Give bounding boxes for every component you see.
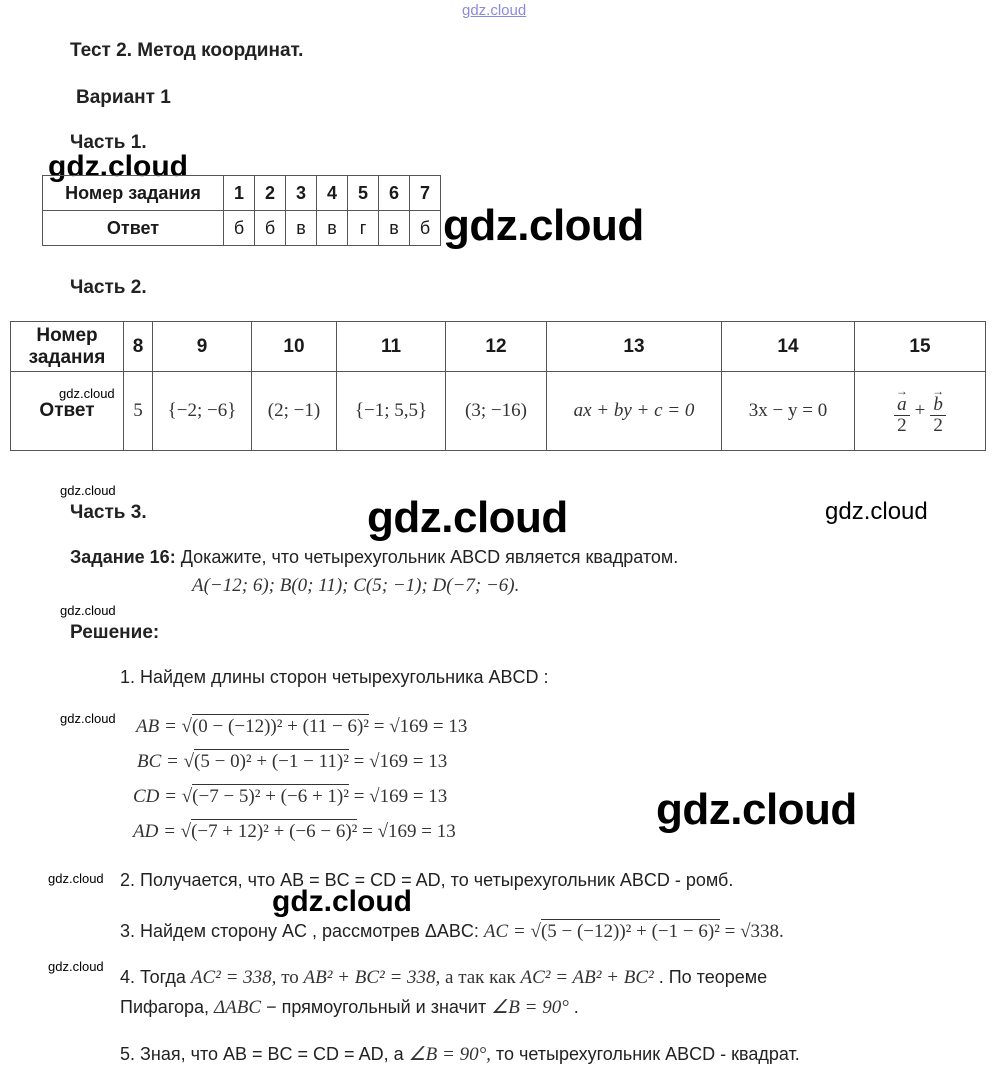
vector-b-letter: b [933, 393, 943, 415]
part1-number: 4 [317, 176, 348, 211]
part2-answer: (2; −1) [252, 372, 337, 451]
part2-answer: 3x − y = 0 [722, 372, 855, 451]
step-4-line-1 [120, 967, 767, 989]
watermark-part3-big: gdz.cloud [367, 493, 568, 542]
math: ∠B = 90°, [408, 1044, 491, 1065]
math: то [276, 967, 304, 988]
part2-number: 15 [855, 322, 986, 372]
part1-answer: в [379, 211, 410, 246]
task16-label: Задание 16: [70, 547, 176, 567]
vector-a-letter: a [897, 393, 907, 415]
task16-points: A(−12; 6); B(0; 11); C(5; −1); D(−7; −6). [192, 575, 520, 596]
text: . [568, 997, 579, 1017]
formula-rhs: = √169 = 13 [348, 786, 448, 807]
fraction-denominator: 2 [897, 414, 907, 436]
watermark-answer-cell: gdz.cloud [59, 386, 115, 401]
part2-header-label-line1: Номер [36, 324, 98, 346]
variant-label: Вариант 1 [76, 87, 171, 108]
part1-header-label: Номер задания [43, 176, 224, 211]
watermark-table1: gdz.cloud [48, 150, 188, 183]
step-3-text: 3. Найдем сторону AC , рассмотрев ΔABC: [120, 921, 479, 941]
text: Пифагора, [120, 997, 215, 1017]
watermark-formulas-small: gdz.cloud [60, 711, 116, 726]
task16-text: Докажите, что четырехугольник ABCD является квадратом. [180, 547, 679, 567]
part1-answer: б [255, 211, 286, 246]
part1-number: 3 [286, 176, 317, 211]
formula-rhs: = √169 = 13 [357, 821, 456, 842]
part1-number: 5 [348, 176, 379, 211]
part1-answer: в [317, 211, 348, 246]
math: AC² = AB² + BC² [520, 967, 654, 988]
part2-number: 10 [252, 322, 337, 372]
step-3 [120, 921, 784, 943]
part2-number: 11 [337, 322, 446, 372]
formula-lhs: AC = [483, 921, 531, 942]
step-4-line-2 [120, 996, 579, 1019]
part2-answer: {−1; 5,5} [337, 372, 446, 451]
task16 [70, 547, 678, 568]
part2-number: 14 [722, 322, 855, 372]
vector-arrow-icon: → [895, 383, 908, 398]
part1-table [42, 175, 441, 246]
text: . По теореме [653, 967, 768, 987]
part1-header-row [43, 176, 441, 211]
formula-cd: CD = √(−7 − 5)² + (−6 + 1)² = √169 = 13 [133, 786, 448, 807]
watermark-step3-mid: gdz.cloud [272, 885, 412, 918]
text: то четырехугольник ABCD - квадрат. [490, 1044, 800, 1064]
watermark-step4-small: gdz.cloud [48, 959, 104, 974]
text: 5. Зная, что AB = BC = CD = AD, а [120, 1044, 409, 1064]
text: 4. Тогда [120, 967, 191, 987]
formula-lhs: AB = [136, 716, 182, 737]
part2-answer: 5 [124, 372, 153, 451]
part2-answer-label-cell [11, 372, 124, 451]
formula-ad: AD = √(−7 + 12)² + (−6 − 6)² = √169 = 13 [133, 821, 456, 842]
formula-lhs: BC = [137, 751, 184, 772]
formula-rhs: = √169 = 13 [369, 716, 468, 737]
formula-rhs: = √338. [719, 921, 784, 942]
step-1: 1. Найдем длины сторон четырехугольника ABCD : [120, 667, 549, 687]
step-2: 2. Получается, что AB = BC = CD = AD, то четырехугольник ABCD - ромб. [120, 870, 734, 890]
part2-label: Часть 2. [70, 277, 147, 298]
part2-header-row [11, 322, 986, 372]
solution-label: Решение: [70, 622, 160, 643]
part2-header-label [11, 322, 124, 372]
math: ΔABC [214, 997, 262, 1018]
part1-answer: в [286, 211, 317, 246]
fraction-a-half [894, 383, 910, 436]
formula-lhs: AD = [133, 821, 181, 842]
watermark-formulas-big: gdz.cloud [656, 785, 857, 834]
part1-number: 2 [255, 176, 286, 211]
math: AC² = 338, [190, 967, 277, 988]
part2-answer: {−2; −6} [153, 372, 252, 451]
part2-number: 9 [153, 322, 252, 372]
watermark-part3-small: gdz.cloud [60, 483, 116, 498]
part1-answer: б [410, 211, 441, 246]
formula-radicand: (−7 + 12)² + (−6 − 6)² [191, 821, 358, 842]
watermark-right-table1: gdz.cloud [443, 201, 644, 250]
fraction-denominator: 2 [933, 414, 943, 436]
vector-arrow-icon: → [932, 383, 945, 398]
step-5 [120, 1043, 800, 1066]
part2-number: 12 [446, 322, 547, 372]
part2-answer-row [11, 372, 986, 451]
part1-number: 7 [410, 176, 441, 211]
formula-ab: AB = √(0 − (−12))² + (11 − 6)² = √169 = 13 [136, 716, 468, 737]
part2-header-label-line2: задания [28, 346, 106, 368]
watermark-solution-small: gdz.cloud [60, 603, 116, 618]
text: − прямоугольный и значит [261, 997, 492, 1017]
part2-answer: (3; −16) [446, 372, 547, 451]
math: AB² + BC² = 338, [303, 967, 441, 988]
part2-number: 8 [124, 322, 153, 372]
watermark-part3-right: gdz.cloud [825, 498, 928, 525]
part1-answer: б [224, 211, 255, 246]
formula-bc: BC = √(5 − 0)² + (−1 − 11)² = √169 = 13 [137, 751, 448, 772]
formula-rhs: = √169 = 13 [348, 751, 448, 772]
formula-radicand: (0 − (−12))² + (11 − 6)² [191, 716, 369, 737]
part1-answer: г [348, 211, 379, 246]
part2-table [10, 321, 986, 451]
watermark-top: gdz.cloud [462, 2, 527, 19]
part2-answer-label: Ответ [39, 400, 95, 421]
part1-number: 6 [379, 176, 410, 211]
part2-answer-15 [855, 372, 986, 451]
math: а так как [440, 967, 521, 988]
fraction-b-half [930, 383, 946, 436]
part1-answer-label: Ответ [43, 211, 224, 246]
plus-sign: + [914, 399, 926, 421]
part1-label: Часть 1. [70, 132, 147, 153]
vector-b [930, 383, 946, 416]
step-3-formula: AC = √(5 − (−12))² + (−1 − 6)² = √338. [483, 921, 784, 942]
part1-number: 1 [224, 176, 255, 211]
formula-radicand: (−7 − 5)² + (−6 + 1)² [192, 786, 349, 807]
math: ∠B = 90° [491, 997, 569, 1018]
watermark-step2-small: gdz.cloud [48, 871, 104, 886]
formula-lhs: CD = [133, 786, 182, 807]
formula-radicand: (5 − 0)² + (−1 − 11)² [194, 751, 349, 772]
vector-a [894, 383, 910, 416]
part2-answer: ax + by + c = 0 [547, 372, 722, 451]
formula-radicand: (5 − (−12))² + (−1 − 6)² [540, 921, 720, 942]
page-title: Тест 2. Метод координат. [70, 40, 304, 61]
part3-label: Часть 3. [70, 502, 147, 523]
part1-answer-row [43, 211, 441, 246]
part2-number: 13 [547, 322, 722, 372]
